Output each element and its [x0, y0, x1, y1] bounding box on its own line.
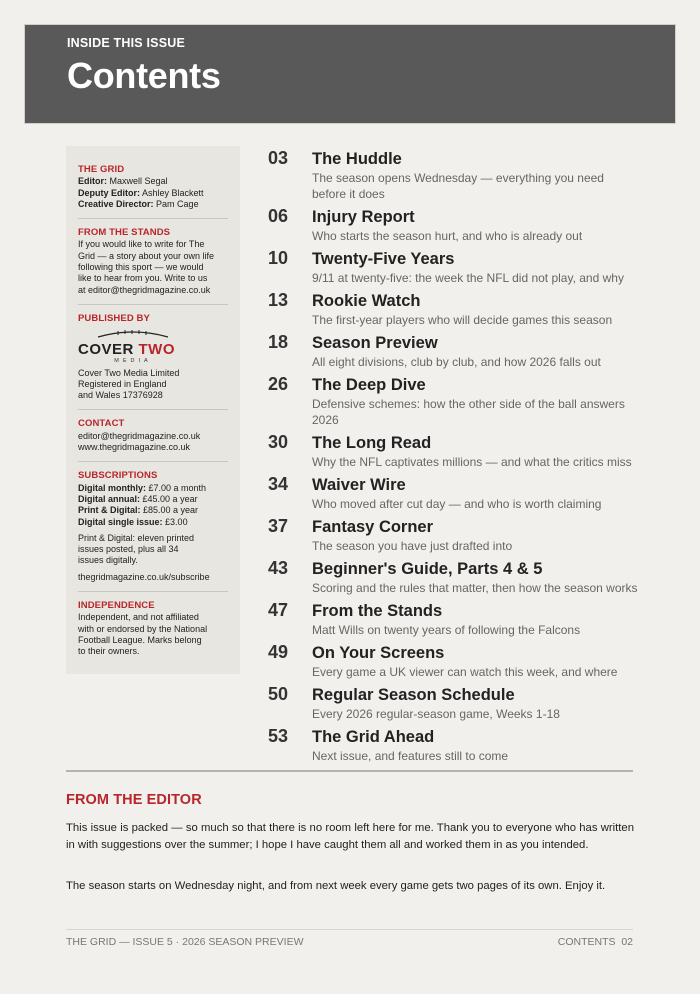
toc-entry[interactable]: [268, 248, 638, 286]
toc-page-number: 26: [268, 374, 289, 394]
credit-line: Creative Director: Pam Cage: [78, 198, 199, 209]
toc-title: Season Preview: [312, 334, 438, 352]
toc-entry[interactable]: [268, 432, 638, 470]
credit-line: Deputy Editor: Ashley Blackett: [78, 187, 204, 198]
toc-description: Every game a UK viewer can watch this week, and where: [312, 665, 618, 679]
page-title: Contents: [67, 55, 221, 96]
sidebar-text: and Wales 17376928: [78, 390, 163, 401]
toc-page-number: 06: [268, 206, 289, 226]
toc-page-number: 13: [268, 290, 289, 310]
toc-entry[interactable]: [268, 148, 638, 202]
toc-description: Next issue, and features still to come: [312, 749, 509, 763]
toc-entry[interactable]: [268, 290, 638, 328]
page-header: [24, 24, 676, 124]
sidebar-heading: CONTACT: [78, 418, 125, 430]
sidebar-section-published-by: [78, 313, 228, 410]
sidebar-section-independence: [78, 600, 228, 665]
sidebar-heading: INDEPENDENCE: [78, 600, 155, 612]
editor-heading: FROM THE EDITOR: [66, 792, 202, 808]
sidebar-text: Cover Two Media Limited: [78, 367, 180, 378]
sidebar-section-from-the-stands: [78, 227, 228, 305]
sidebar-text: Registered in England: [78, 378, 167, 389]
contact-email: editor@thegridmagazine.co.uk: [78, 430, 201, 441]
sidebar-section-contact: [78, 418, 228, 462]
toc-entry[interactable]: [268, 206, 638, 244]
sidebar-text: at editor@thegridmagazine.co.uk: [78, 284, 211, 295]
toc-title: Rookie Watch: [312, 292, 421, 310]
toc-title: Regular Season Schedule: [312, 686, 515, 704]
toc-page-number: 53: [268, 726, 289, 746]
toc-page-number: 10: [268, 248, 289, 268]
contact-website: www.thegridmagazine.co.uk: [78, 442, 191, 453]
toc-title: Waiver Wire: [312, 476, 406, 494]
editor-paragraph: The season starts on Wednesday night, and from next week every game gets two pages of its own. Enjoy it.: [66, 880, 606, 892]
toc-description: Defensive schemes: how the other side of the ball answers 2026: [312, 397, 625, 427]
editor-paragraph: This issue is packed — so much so that there is no room left here for me. Thank you to everyone who has written in with suggestions over the summer; I hope I have caught them all and worked them in as you intended.: [66, 822, 634, 851]
toc-entry[interactable]: [268, 474, 638, 512]
toc-page-number: 18: [268, 332, 289, 352]
toc-entry[interactable]: [268, 600, 638, 638]
toc-entry[interactable]: [268, 374, 638, 428]
toc-title: The Grid Ahead: [312, 728, 435, 746]
footer-divider: [66, 929, 633, 930]
toc-entry[interactable]: [268, 516, 638, 554]
toc-description: All eight divisions, club by club, and how 2026 falls out: [312, 355, 601, 369]
cover-two-media-logo: COVER TWO MEDIA: [78, 330, 188, 364]
toc-page-number: 49: [268, 642, 289, 662]
toc-title: From the Stands: [312, 602, 443, 620]
toc-description: Who starts the season hurt, and who is already out: [312, 229, 583, 243]
table-of-contents: [268, 148, 638, 764]
toc-title: Twenty-Five Years: [312, 250, 455, 268]
sidebar-text: Independent, and not affiliated: [78, 612, 199, 623]
football-laces-icon: [78, 330, 188, 338]
price-line: Digital single issue: £3.00: [78, 516, 188, 527]
price-line: Digital annual: £45.00 a year: [78, 493, 198, 504]
toc-page-number: 34: [268, 474, 289, 494]
sidebar-text: If you would like to write for The: [78, 239, 205, 250]
price-line: Digital monthly: £7.00 a month: [78, 482, 207, 493]
toc-description: Every 2026 regular-season game, Weeks 1-18: [312, 707, 560, 721]
toc-description: Matt Wills on twenty years of following the Falcons: [312, 623, 581, 637]
toc-description: Who moved after cut day — and who is worth claiming: [312, 497, 602, 511]
toc-description: The season opens Wednesday — everything you need before it does: [312, 171, 604, 201]
sidebar-text: issues posted, plus all 34: [78, 544, 179, 555]
footer-issue-label: THE GRID — ISSUE 5 · 2026 SEASON PREVIEW: [66, 936, 304, 948]
sidebar-heading: FROM THE STANDS: [78, 227, 171, 239]
toc-title: The Deep Dive: [312, 376, 426, 394]
toc-title: The Long Read: [312, 434, 432, 452]
toc-page-number: 47: [268, 600, 289, 620]
sidebar-text: Grid — a story about your own life: [78, 250, 215, 261]
toc-description: Why the NFL captivates millions — and what the critics miss: [312, 455, 632, 469]
toc-description: The first-year players who will decide games this season: [312, 313, 613, 327]
toc-page-number: 50: [268, 684, 289, 704]
toc-entry[interactable]: [268, 558, 638, 596]
toc-entry[interactable]: [268, 642, 638, 680]
credit-line: Editor: Maxwell Segal: [78, 176, 168, 187]
sidebar-text: issues digitally.: [78, 555, 138, 566]
toc-title: Fantasy Corner: [312, 518, 434, 536]
subscribe-url: thegridmagazine.co.uk/subscribe: [78, 571, 210, 582]
toc-page-number: 30: [268, 432, 289, 452]
masthead-sidebar: [66, 146, 240, 674]
sidebar-heading: SUBSCRIPTIONS: [78, 470, 158, 482]
toc-description: Scoring and the rules that matter, then how the season works: [312, 581, 638, 595]
header-kicker: INSIDE THIS ISSUE: [67, 36, 186, 50]
toc-description: 9/11 at twenty-five: the week the NFL did not play, and why: [312, 271, 624, 285]
toc-entry[interactable]: [268, 684, 638, 722]
sidebar-text: to their owners.: [78, 646, 140, 657]
toc-title: The Huddle: [312, 150, 402, 168]
sidebar-text: following this sport — we would: [78, 262, 204, 273]
toc-page-number: 03: [268, 148, 289, 168]
sidebar-text: Print & Digital: eleven printed: [78, 532, 195, 543]
sidebar-section-the-grid: [78, 164, 228, 219]
toc-title: Injury Report: [312, 208, 415, 226]
toc-entry[interactable]: [268, 726, 638, 764]
sidebar-heading: THE GRID: [78, 164, 125, 175]
price-line: Print & Digital: £85.00 a year: [78, 505, 199, 516]
toc-title: On Your Screens: [312, 644, 445, 662]
toc-description: The season you have just drafted into: [312, 539, 513, 553]
sidebar-text: like to hear from you. Write to us: [78, 273, 208, 284]
sidebar-heading: PUBLISHED BY: [78, 312, 150, 324]
toc-page-number: 37: [268, 516, 289, 536]
toc-entry[interactable]: [268, 332, 638, 370]
sidebar-text: with or endorsed by the National: [78, 623, 208, 634]
toc-title: Beginner's Guide, Parts 4 & 5: [312, 560, 543, 578]
toc-page-number: 43: [268, 558, 289, 578]
footer-page-label: CONTENTS 02: [557, 936, 633, 948]
sidebar-section-subscriptions: [78, 470, 228, 592]
section-divider: [66, 770, 633, 772]
sidebar-text: Football League. Marks belong: [78, 634, 202, 645]
